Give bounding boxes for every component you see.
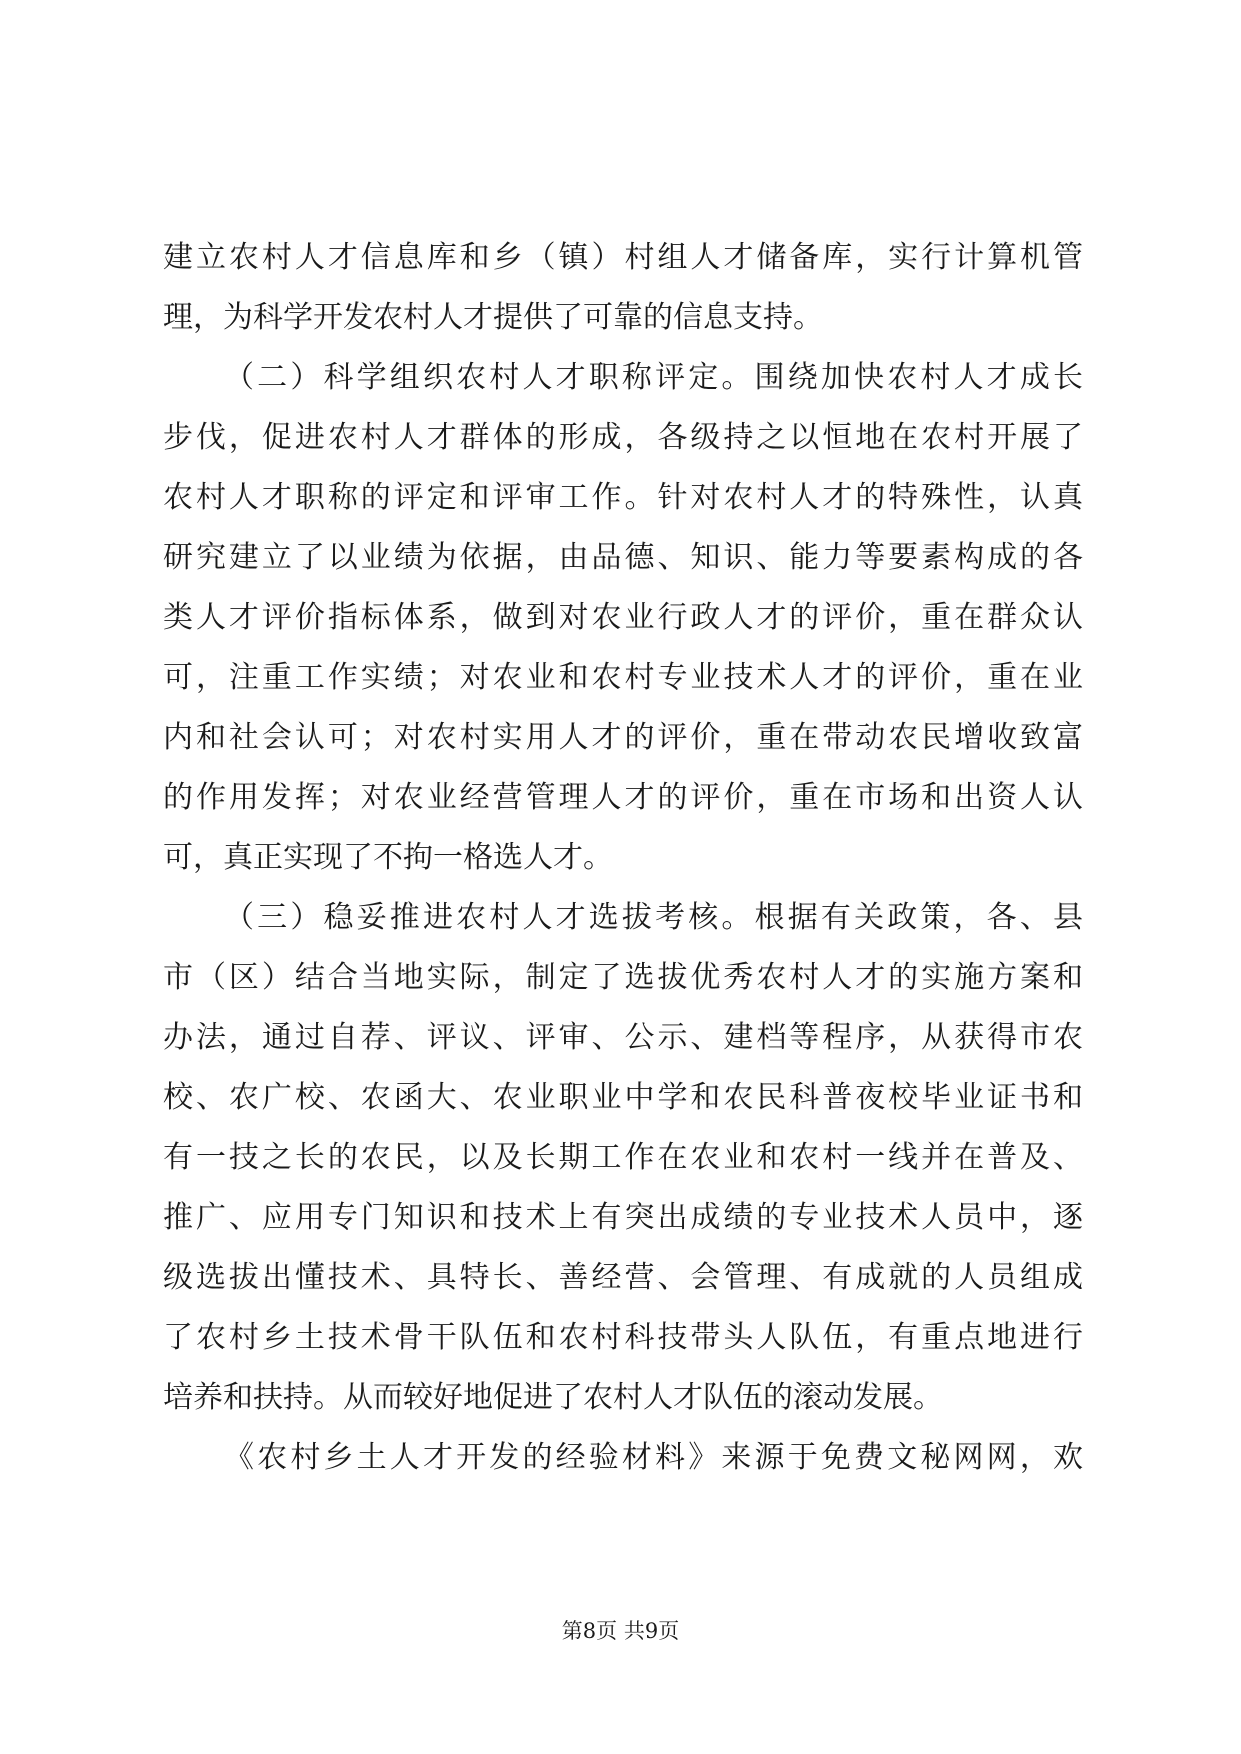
- source-note-line: 《农村乡土人才开发的经验材料》来源于免费文秘网网，欢: [224, 1440, 1083, 1475]
- body-line-9: 内和社会认可；对农村实用人才的评价，重在带动农民增收致富: [163, 720, 1083, 755]
- body-line-7: 类人才评价指标体系，做到对农业行政人才的评价，重在群众认: [163, 600, 1083, 635]
- body-line-6: 研究建立了以业绩为依据，由品德、知识、能力等要素构成的各: [163, 540, 1083, 575]
- body-line-11: 可，真正实现了不拘一格选人才。: [163, 840, 613, 875]
- body-line-18: 级选拔出懂技术、具特长、善经营、会管理、有成就的人员组成: [163, 1260, 1083, 1295]
- body-line-2: 理，为科学开发农村人才提供了可靠的信息支持。: [163, 300, 823, 335]
- body-line-19: 了农村乡土技术骨干队伍和农村科技带头人队伍，有重点地进行: [163, 1320, 1083, 1355]
- page-number-footer: 第8页 共9页: [561, 1619, 680, 1643]
- body-line-8: 可，注重工作实绩；对农业和农村专业技术人才的评价，重在业: [163, 660, 1083, 695]
- body-line-4: 步伐，促进农村人才群体的形成，各级持之以恒地在农村开展了: [163, 420, 1083, 455]
- body-line-16: 有一技之长的农民，以及长期工作在农业和农村一线并在普及、: [163, 1140, 1083, 1175]
- section-heading-2: （二）科学组织农村人才职称评定。围绕加快农村人才成长: [224, 360, 1083, 395]
- body-line-1: 建立农村人才信息库和乡（镇）村组人才储备库，实行计算机管: [163, 240, 1083, 275]
- body-line-10: 的作用发挥；对农业经营管理人才的评价，重在市场和出资人认: [163, 780, 1083, 815]
- body-line-5: 农村人才职称的评定和评审工作。针对农村人才的特殊性，认真: [163, 480, 1083, 515]
- body-line-17: 推广、应用专门知识和技术上有突出成绩的专业技术人员中，逐: [163, 1200, 1083, 1235]
- body-line-14: 办法，通过自荐、评议、评审、公示、建档等程序，从获得市农: [163, 1020, 1083, 1055]
- body-line-20: 培养和扶持。从而较好地促进了农村人才队伍的滚动发展。: [163, 1380, 943, 1415]
- body-line-13: 市（区）结合当地实际，制定了选拔优秀农村人才的实施方案和: [163, 960, 1083, 995]
- body-line-15: 校、农广校、农函大、农业职业中学和农民科普夜校毕业证书和: [163, 1080, 1083, 1115]
- section-heading-3: （三）稳妥推进农村人才选拔考核。根据有关政策，各、县: [224, 900, 1083, 935]
